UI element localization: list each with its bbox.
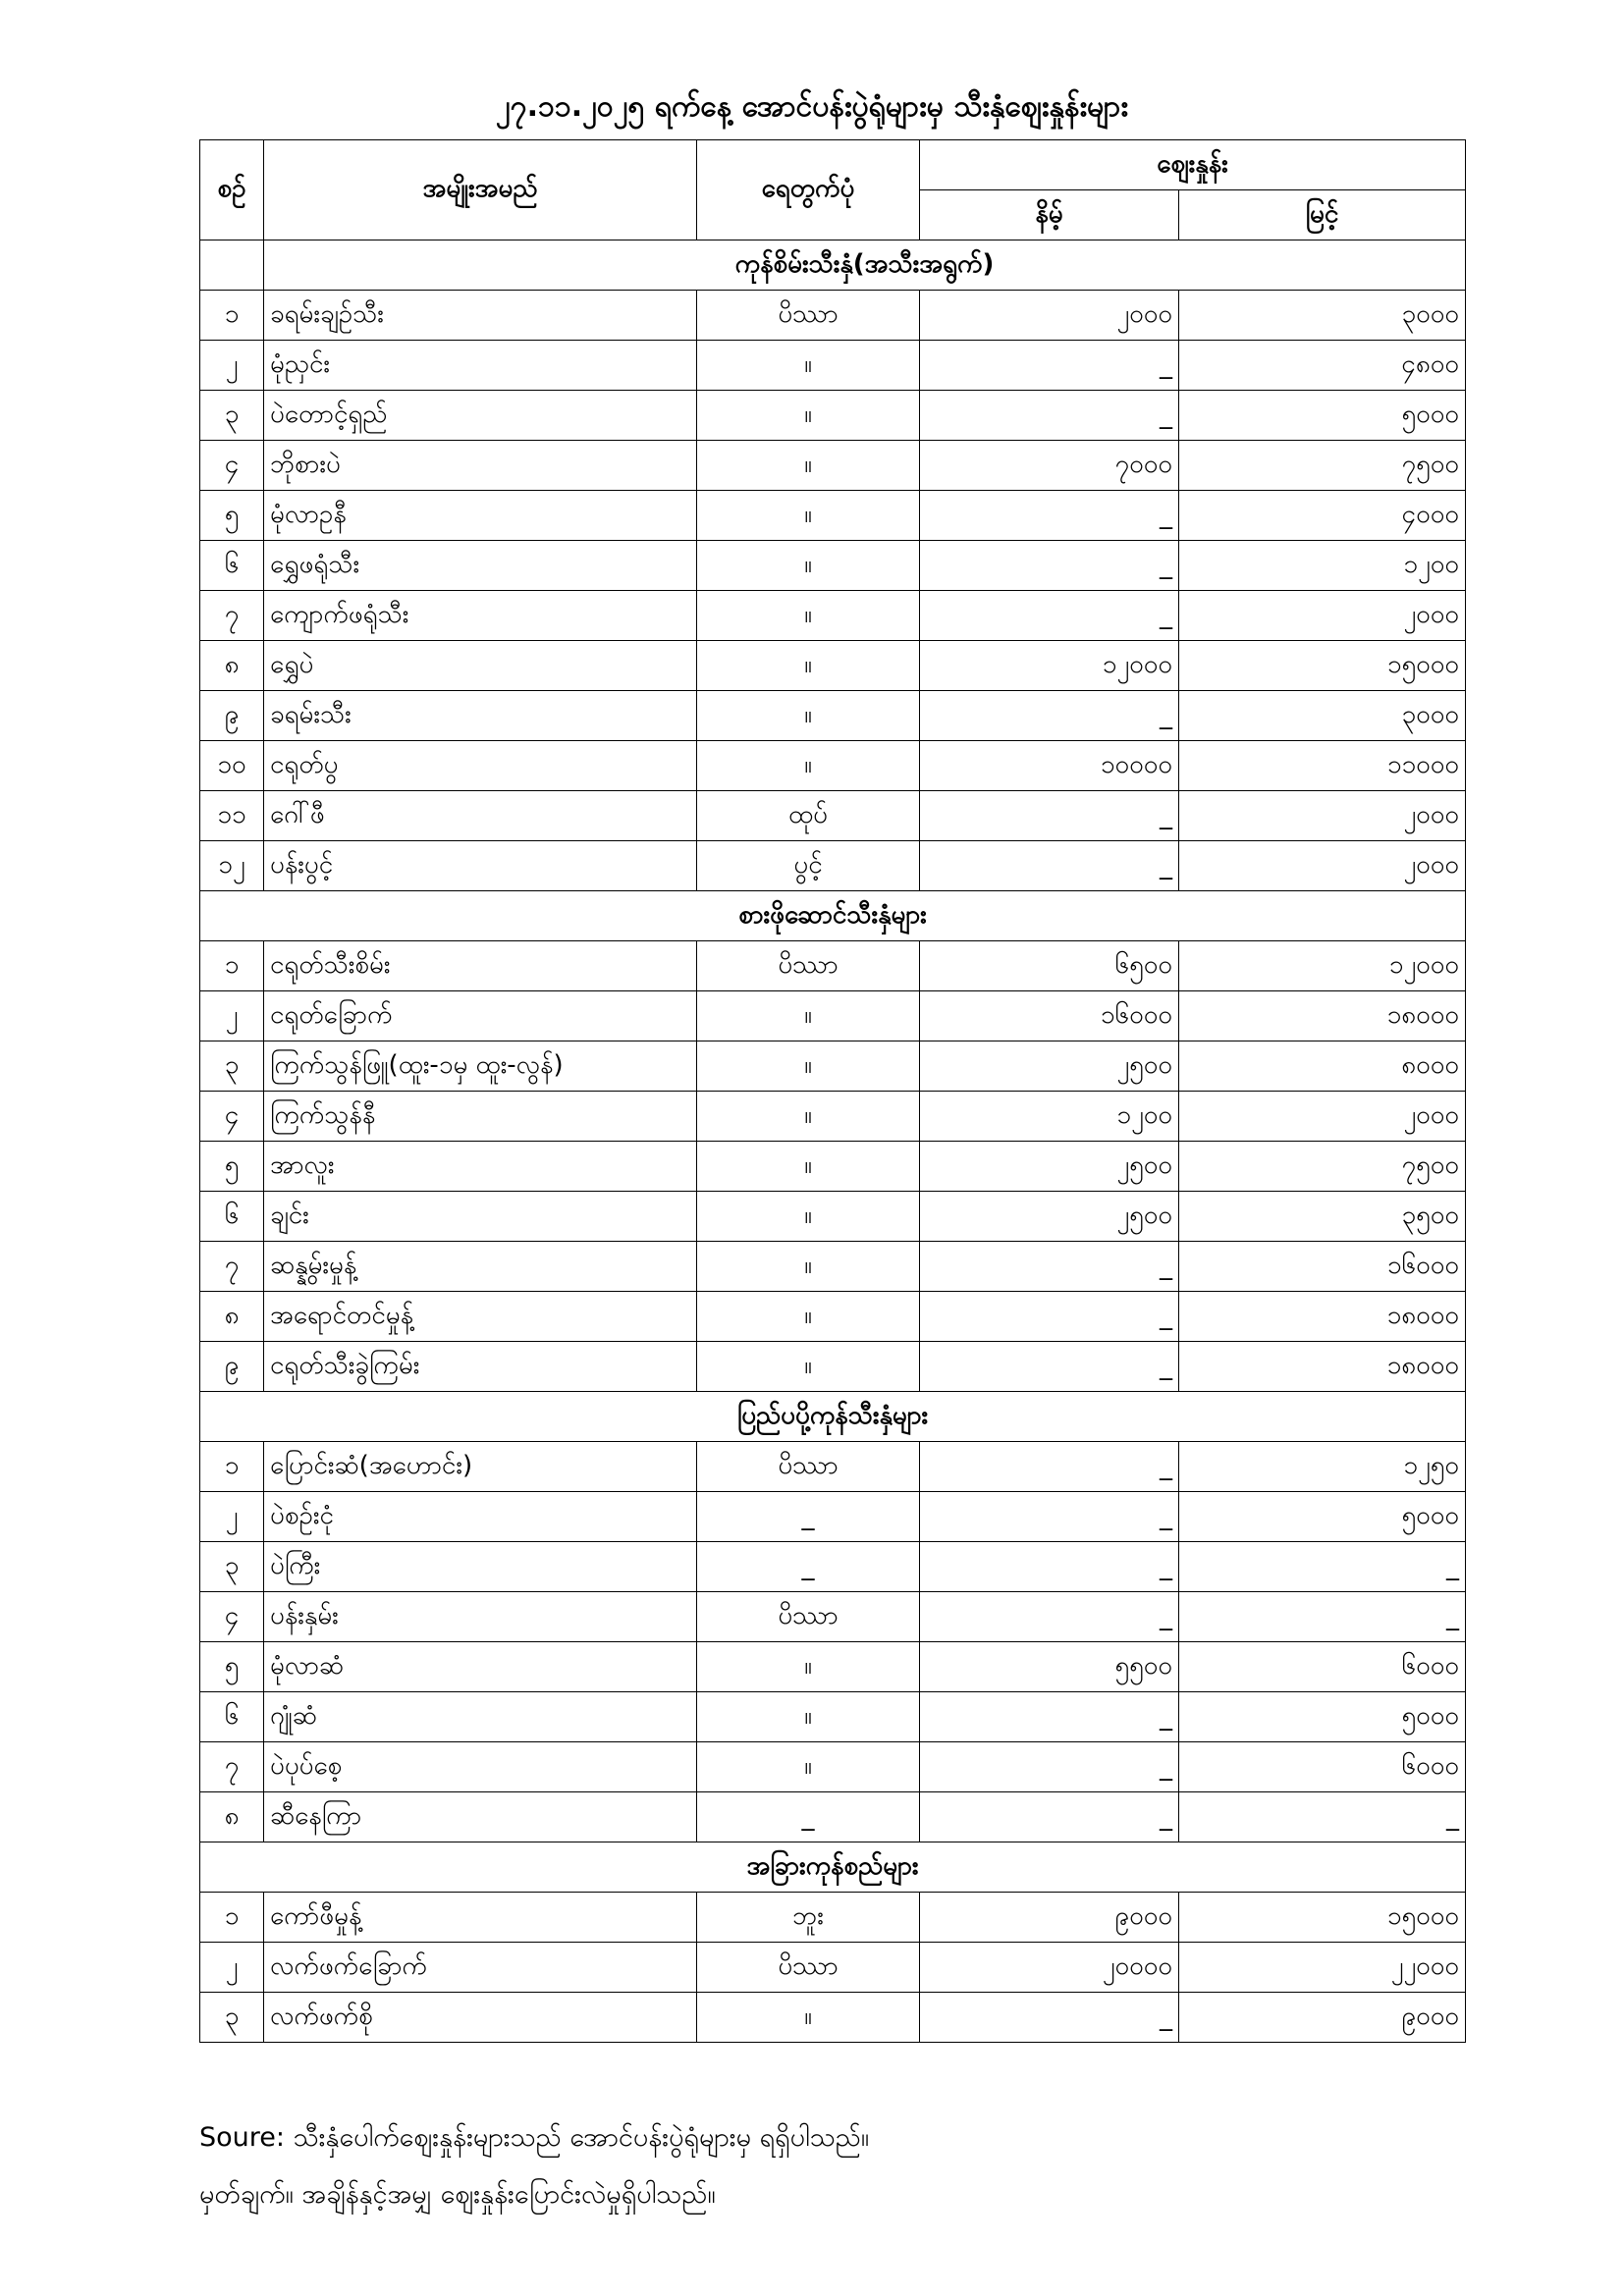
cell-low-price: _	[920, 1792, 1179, 1842]
cell-unit: _	[697, 1492, 920, 1542]
cell-unit: ။	[697, 1642, 920, 1692]
cell-unit: ။	[697, 1192, 920, 1242]
cell-no: ၄	[200, 1592, 264, 1642]
cell-low-price: ၉၀၀၀	[920, 1893, 1179, 1943]
cell-unit: ပိဿာ	[697, 1592, 920, 1642]
cell-low-price: ၇၀၀၀	[920, 441, 1179, 491]
table-row	[200, 791, 1466, 841]
table-row	[200, 1742, 1466, 1792]
table-row	[200, 1993, 1466, 2043]
cell-name: ချင်း	[264, 1192, 697, 1242]
cell-high-price: ၁၈၀၀၀	[1179, 1342, 1466, 1392]
cell-name: လက်ဖက်စို	[264, 1993, 697, 2043]
cell-unit: ။	[697, 741, 920, 791]
cell-no: ၁၂	[200, 841, 264, 891]
source-note: Soure: သီးနှံပေါက်ဈေးနှုန်းများသည် အောင်ပန်းပွဲရုံများမှ ရရှိပါသည်။	[199, 2122, 870, 2153]
remark-note: မှတ်ချက်။ အချိန်နှင့်အမျှ ဈေးနှုန်းပြောင်းလဲမှုရှိပါသည်။	[199, 2179, 716, 2210]
cell-unit: ။	[697, 1692, 920, 1742]
cell-low-price: _	[920, 1442, 1179, 1492]
table-row	[200, 491, 1466, 541]
cell-low-price: _	[920, 1242, 1179, 1292]
cell-low-price: ၂၀၀၀၀	[920, 1943, 1179, 1993]
cell-unit: ထုပ်	[697, 791, 920, 841]
cell-high-price: _	[1179, 1542, 1466, 1592]
cell-name: ခရမ်းသီး	[264, 691, 697, 741]
cell-high-price: ၁၁၀၀၀	[1179, 741, 1466, 791]
table-row	[200, 841, 1466, 891]
cell-unit: ။	[697, 491, 920, 541]
section-row	[200, 1842, 1466, 1893]
cell-no: ၃	[200, 1041, 264, 1092]
cell-name: ငရုတ်ခြောက်	[264, 991, 697, 1041]
cell-low-price: ၂၅၀၀	[920, 1041, 1179, 1092]
cell-no: ၉	[200, 1342, 264, 1392]
cell-unit: _	[697, 1542, 920, 1592]
cell-low-price: ၁၂၀၀	[920, 1092, 1179, 1142]
table-row	[200, 1442, 1466, 1492]
table-row	[200, 1592, 1466, 1642]
cell-name: ကျောက်ဖရုံသီး	[264, 591, 697, 641]
table-row	[200, 941, 1466, 991]
cell-no: ၈	[200, 1792, 264, 1842]
cell-high-price: ၅၀၀၀	[1179, 391, 1466, 441]
cell-name: ဆီနေကြာ	[264, 1792, 697, 1842]
cell-low-price: ၆၅၀၀	[920, 941, 1179, 991]
cell-name: ငရုတ်ပွ	[264, 741, 697, 791]
table-row	[200, 641, 1466, 691]
cell-unit: ။	[697, 1993, 920, 2043]
cell-name: လက်ဖက်ခြောက်	[264, 1943, 697, 1993]
table-row	[200, 1041, 1466, 1092]
header-low: နိမ့်	[920, 190, 1179, 240]
cell-high-price: ၁၂၅၀	[1179, 1442, 1466, 1492]
table-row	[200, 1792, 1466, 1842]
section-row	[200, 1392, 1466, 1442]
table-row	[200, 1542, 1466, 1592]
section-title: ကုန်စိမ်းသီးနှံ(အသီးအရွက်)	[264, 240, 1466, 291]
cell-low-price: _	[920, 591, 1179, 641]
cell-high-price: ၁၅၀၀၀	[1179, 1893, 1466, 1943]
cell-low-price: ၂၅၀၀	[920, 1192, 1179, 1242]
cell-unit: ။	[697, 1092, 920, 1142]
cell-no: ၁	[200, 291, 264, 341]
section-title: ပြည်ပပို့ကုန်သီးနှံများ	[200, 1392, 1466, 1442]
table-row	[200, 1893, 1466, 1943]
cell-no: ၆	[200, 541, 264, 591]
table-row	[200, 1642, 1466, 1692]
header-no: စဉ်	[200, 140, 264, 240]
cell-unit: ။	[697, 541, 920, 591]
cell-name: ငရုတ်သီးခွဲကြမ်း	[264, 1342, 697, 1392]
cell-name: ပဲကြီး	[264, 1542, 697, 1592]
cell-name: အာလူး	[264, 1142, 697, 1192]
cell-high-price: ၂၀၀၀	[1179, 841, 1466, 891]
cell-name: မုံညှင်း	[264, 341, 697, 391]
cell-high-price: ၆၀၀၀	[1179, 1642, 1466, 1692]
cell-high-price: ၂၂၀၀၀	[1179, 1943, 1466, 1993]
section-blank-cell	[200, 240, 264, 291]
cell-unit: ။	[697, 1742, 920, 1792]
cell-name: ဂေါ်ဖီ	[264, 791, 697, 841]
cell-name: ပြောင်းဆံ(အဟောင်း)	[264, 1442, 697, 1492]
page-title: ၂၇.၁၁.၂၀၂၅ ရက်နေ့ အောင်ပန်းပွဲရုံများမှ သီးနှံဈေးနှုန်းများ	[496, 89, 1128, 124]
cell-low-price: ၁၆၀၀၀	[920, 991, 1179, 1041]
table-row	[200, 441, 1466, 491]
cell-name: ဆန္နွမ်းမှုန့်	[264, 1242, 697, 1292]
cell-name: ငရုတ်သီးစိမ်း	[264, 941, 697, 991]
header-high: မြင့်	[1179, 190, 1466, 240]
cell-high-price: ၉၀၀၀	[1179, 1993, 1466, 2043]
cell-high-price: ၃၀၀၀	[1179, 691, 1466, 741]
cell-unit: ။	[697, 641, 920, 691]
cell-no: ၇	[200, 1242, 264, 1292]
cell-no: ၁	[200, 1442, 264, 1492]
cell-high-price: ၂၀၀၀	[1179, 1092, 1466, 1142]
cell-low-price: _	[920, 1742, 1179, 1792]
cell-name: ပန်းပွင့်	[264, 841, 697, 891]
cell-low-price: _	[920, 1542, 1179, 1592]
cell-high-price: ၁၈၀၀၀	[1179, 991, 1466, 1041]
price-table	[199, 139, 1466, 2043]
cell-unit: ။	[697, 341, 920, 391]
cell-high-price: ၇၅၀၀	[1179, 441, 1466, 491]
cell-high-price: ၂၀၀၀	[1179, 591, 1466, 641]
cell-no: ၇	[200, 1742, 264, 1792]
cell-low-price: ၁၂၀၀၀	[920, 641, 1179, 691]
table-row	[200, 1342, 1466, 1392]
cell-low-price: _	[920, 541, 1179, 591]
table-row	[200, 741, 1466, 791]
header-unit: ရေတွက်ပုံ	[697, 140, 920, 240]
cell-high-price: ၆၀၀၀	[1179, 1742, 1466, 1792]
cell-low-price: ၁၀၀၀၀	[920, 741, 1179, 791]
cell-name: အရောင်တင်မှုန့်	[264, 1292, 697, 1342]
table-row	[200, 291, 1466, 341]
cell-unit: ။	[697, 591, 920, 641]
cell-name: ရွှေဖရုံသီး	[264, 541, 697, 591]
cell-no: ၂	[200, 991, 264, 1041]
cell-no: ၈	[200, 1292, 264, 1342]
cell-no: ၆	[200, 1692, 264, 1742]
cell-name: ရွှေပဲ	[264, 641, 697, 691]
header-price: ဈေးနှုန်း	[920, 140, 1466, 190]
cell-unit: ။	[697, 391, 920, 441]
cell-low-price: _	[920, 391, 1179, 441]
table-row	[200, 1692, 1466, 1742]
cell-no: ၄	[200, 441, 264, 491]
cell-unit: ။	[697, 691, 920, 741]
table-row	[200, 391, 1466, 441]
header-name: အမျိုးအမည်	[264, 140, 697, 240]
cell-no: ၂	[200, 1492, 264, 1542]
cell-name: ဘိုစားပဲ	[264, 441, 697, 491]
table-row	[200, 1943, 1466, 1993]
table-body	[200, 240, 1466, 2043]
cell-high-price: ၇၅၀၀	[1179, 1142, 1466, 1192]
cell-name: ကြက်သွန်ဖြူ(ထူး-၁မှ ထူး-လွန်)	[264, 1041, 697, 1092]
cell-low-price: ၅၅၀၀	[920, 1642, 1179, 1692]
section-title: စားဖိုဆောင်သီးနှံများ	[200, 891, 1466, 941]
section-row	[200, 240, 1466, 291]
cell-high-price: ၅၀၀၀	[1179, 1492, 1466, 1542]
cell-high-price: ၃၅၀၀	[1179, 1192, 1466, 1242]
cell-name: ပန်းနှမ်း	[264, 1592, 697, 1642]
cell-name: ခရမ်းချဉ်သီး	[264, 291, 697, 341]
cell-no: ၁	[200, 941, 264, 991]
table-row	[200, 1092, 1466, 1142]
cell-name: မုံလာဆံ	[264, 1642, 697, 1692]
cell-no: ၆	[200, 1192, 264, 1242]
cell-name: ဂျုံဆံ	[264, 1692, 697, 1742]
cell-no: ၈	[200, 641, 264, 691]
cell-high-price: ၈၀၀၀	[1179, 1041, 1466, 1092]
cell-unit: _	[697, 1792, 920, 1842]
cell-low-price: _	[920, 1292, 1179, 1342]
cell-low-price: _	[920, 841, 1179, 891]
section-title: အခြားကုန်စည်များ	[200, 1842, 1466, 1893]
cell-unit: ။	[697, 1342, 920, 1392]
cell-low-price: _	[920, 691, 1179, 741]
table-row	[200, 1192, 1466, 1242]
cell-name: မုံလာဥနီ	[264, 491, 697, 541]
cell-high-price: ၄၀၀၀	[1179, 491, 1466, 541]
cell-unit: ပိဿာ	[697, 941, 920, 991]
cell-no: ၃	[200, 1993, 264, 2043]
table-row	[200, 1142, 1466, 1192]
cell-name: ပဲပုပ်စေ့	[264, 1742, 697, 1792]
table-row	[200, 591, 1466, 641]
cell-no: ၁	[200, 1893, 264, 1943]
cell-high-price: ၁၂၀၀	[1179, 541, 1466, 591]
table-row	[200, 991, 1466, 1041]
cell-unit: ။	[697, 441, 920, 491]
cell-no: ၃	[200, 1542, 264, 1592]
cell-high-price: ၂၀၀၀	[1179, 791, 1466, 841]
cell-unit: ။	[697, 1041, 920, 1092]
table-row	[200, 541, 1466, 591]
cell-no: ၂	[200, 1943, 264, 1993]
cell-high-price: _	[1179, 1792, 1466, 1842]
cell-high-price: ၁၂၀၀၀	[1179, 941, 1466, 991]
cell-low-price: _	[920, 341, 1179, 391]
cell-high-price: ၁၈၀၀၀	[1179, 1292, 1466, 1342]
cell-high-price: ၅၀၀၀	[1179, 1692, 1466, 1742]
cell-name: ကော်ဖီမှုန့်	[264, 1893, 697, 1943]
cell-unit: ပိဿာ	[697, 1943, 920, 1993]
table-row	[200, 1242, 1466, 1292]
cell-name: ပဲစဉ်းငုံ	[264, 1492, 697, 1542]
table-row	[200, 1292, 1466, 1342]
table-row	[200, 691, 1466, 741]
cell-unit: ပိဿာ	[697, 291, 920, 341]
cell-low-price: _	[920, 1993, 1179, 2043]
cell-no: ၂	[200, 341, 264, 391]
table-row	[200, 341, 1466, 391]
cell-low-price: _	[920, 1592, 1179, 1642]
cell-low-price: _	[920, 491, 1179, 541]
cell-no: ၅	[200, 1142, 264, 1192]
cell-no: ၄	[200, 1092, 264, 1142]
cell-no: ၉	[200, 691, 264, 741]
cell-high-price: ၁၆၀၀၀	[1179, 1242, 1466, 1292]
cell-low-price: ၂၀၀၀	[920, 291, 1179, 341]
cell-no: ၁၁	[200, 791, 264, 841]
cell-unit: ဘူး	[697, 1893, 920, 1943]
cell-high-price: _	[1179, 1592, 1466, 1642]
section-row	[200, 891, 1466, 941]
cell-no: ၁၀	[200, 741, 264, 791]
cell-low-price: _	[920, 1692, 1179, 1742]
cell-unit: ။	[697, 1142, 920, 1192]
table-row	[200, 1492, 1466, 1542]
cell-no: ၃	[200, 391, 264, 441]
cell-unit: ။	[697, 1242, 920, 1292]
cell-no: ၇	[200, 591, 264, 641]
cell-no: ၅	[200, 491, 264, 541]
cell-unit: ပိဿာ	[697, 1442, 920, 1492]
cell-low-price: _	[920, 1342, 1179, 1392]
cell-high-price: ၁၅၀၀၀	[1179, 641, 1466, 691]
cell-name: ပဲတောင့်ရှည်	[264, 391, 697, 441]
cell-name: ကြက်သွန်နီ	[264, 1092, 697, 1142]
cell-unit: ပွင့်	[697, 841, 920, 891]
cell-unit: ။	[697, 991, 920, 1041]
cell-no: ၅	[200, 1642, 264, 1692]
cell-low-price: _	[920, 791, 1179, 841]
cell-high-price: ၃၀၀၀	[1179, 291, 1466, 341]
cell-low-price: ၂၅၀၀	[920, 1142, 1179, 1192]
cell-high-price: ၄၈၀၀	[1179, 341, 1466, 391]
cell-low-price: _	[920, 1492, 1179, 1542]
cell-unit: ။	[697, 1292, 920, 1342]
